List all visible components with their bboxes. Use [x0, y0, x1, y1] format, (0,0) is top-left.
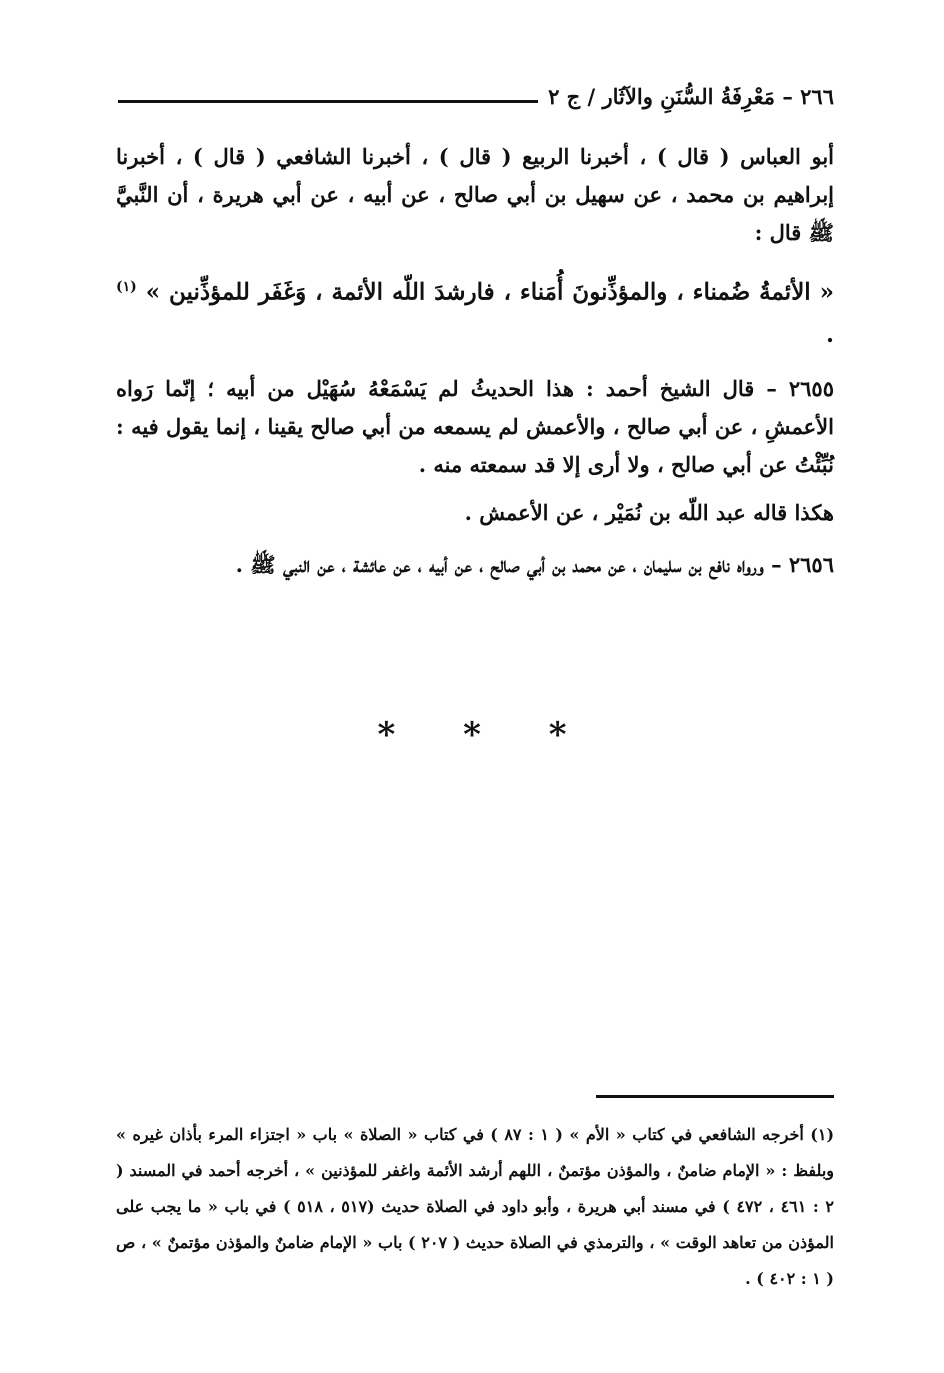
footnote-1: (١) أخرجه الشافعي في كتاب « الأم » ( ١ : ٨٧ ) في كتاب « الصلاة » باب « اجتزاء المرء بأذان غيره » وبلفظ : « الإمام ضامنٌ ، والمؤذن مؤتمنٌ ، اللهم أرشد الأئمة واغفر للمؤذنين » ، أخرجه أحمد في المسند ( ٢ : ٤٦١ ، ٤٧٢ ) في مسند أبي هريرة ، وأبو داود في الصلاة حديث (٥١٧ ، ٥١٨ ) في باب « ما يجب على المؤذن من تعاهد الوقت » ، والترمذي في الصلاة حديث ( ٢٠٧ ) باب « الإمام ضامنٌ والمؤذن مؤتمنٌ » ، ص ( ١ : ٤٠٢ ) . — [116, 1125, 835, 1288]
running-title: ٢٦٦ – مَعْرِفَةُ السُّنَنِ والآثَار / ج ٢ — [548, 83, 834, 109]
header-rule — [118, 100, 538, 103]
isnad-paragraph: أبو العباس ( قال ) ، أخبرنا الربيع ( قال ) ، أخبرنا الشافعي ( قال ) ، أخبرنا إبراهيم بن محمد ، عن سهيل بن أبي صالح ، عن أبيه ، عن أبي هريرة ، أن النَّبيَّ ﷺ قال : — [116, 144, 834, 245]
section-separator — [0, 715, 944, 755]
main-text-block — [116, 138, 834, 598]
numair-paragraph: هكذا قاله عبد اللّه بن نُمَيْر ، عن الأعمش . — [464, 499, 834, 525]
footnotes-block — [116, 1117, 834, 1297]
paragraph-text: – ورواه نافع بن سليمان ، عن محمد بن أبي صالح ، عن أبيه ، عن عائشة ، عن النبي ﷺ . — [235, 551, 789, 577]
separator-star: * — [463, 715, 481, 755]
paragraph-text: – قال الشيخ أحمد : هذا الحديثُ لم يَسْمَعْهُ سُهَيْل من أبيه ؛ إنّما رَواه الأعمشِ ، عن أبي صالح ، والأعمش لم يسمعه من أبي صالح يقينا ، إنما يقول فيه : نُبِّئْتُ عن أبي صالح ، ولا أرى إلا قد سمعته منه . — [116, 375, 834, 477]
separator-star: * — [377, 715, 396, 755]
hadith-end: . — [825, 320, 834, 348]
paragraph-number: ٢٦٥٥ — [788, 375, 834, 401]
hadith-text: « الأئمةُ ضُمناء ، والمؤذِّنونَ أُمَناء ، فارشدَ اللّه الأئمة ، وَغَفَر للمؤذِّنين » — [145, 278, 834, 306]
paragraph-2656 — [116, 546, 834, 584]
running-header — [118, 78, 834, 114]
hadith-paragraph — [116, 266, 834, 356]
footnote-rule — [596, 1095, 834, 1098]
separator-star: * — [548, 715, 567, 755]
paragraph-2655 — [116, 370, 834, 484]
paragraph-number: ٢٦٥٦ — [788, 551, 834, 577]
footnote-reference: (١) — [116, 279, 137, 295]
